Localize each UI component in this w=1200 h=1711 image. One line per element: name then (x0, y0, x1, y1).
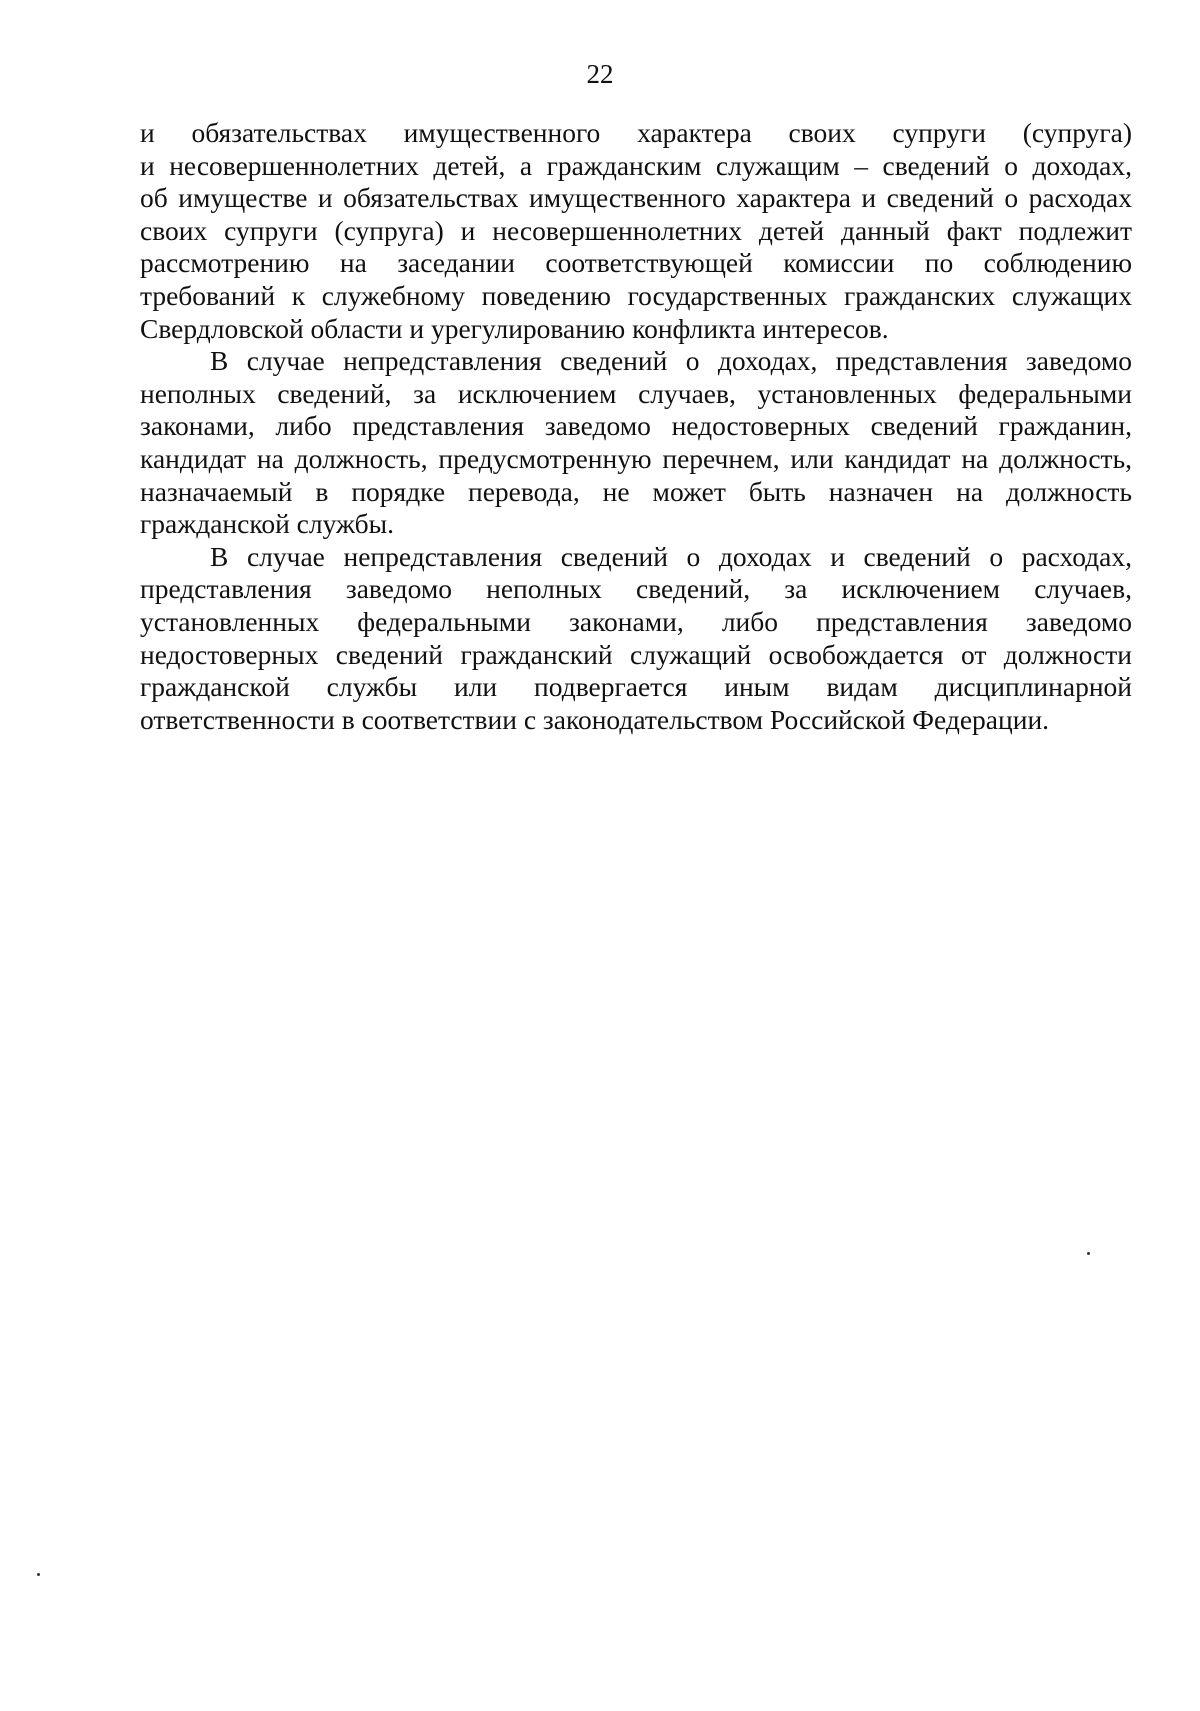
text-line: законами, либо представления заведомо недостоверных сведений гражданин, (140, 410, 1132, 442)
text-line: требований к служебному поведению государственных гражданских служащих (140, 279, 1132, 311)
text-line: недостоверных сведений гражданский служащий освобождается от должности (140, 638, 1132, 670)
text-line: и обязательствах имущественного характера своих супруги (супруга) (140, 117, 1132, 148)
text-line: неполных сведений, за исключением случаев, установленных федеральными (140, 377, 1132, 409)
text-line: В случае непредставления сведений о доходах, представления заведомо (210, 345, 1132, 377)
document-body (140, 117, 1132, 736)
text-line: В случае непредставления сведений о доходах и сведений о расходах, (210, 540, 1132, 572)
text-line: и несовершеннолетних детей, а гражданским служащим – сведений о доходах, (140, 149, 1132, 181)
text-line: ответственности в соответствии с законодательством Российской Федерации. (140, 703, 1050, 735)
text-line: своих супруги (супруга) и несовершеннолетних детей данный факт подлежит (140, 214, 1132, 246)
text-line: рассмотрению на заседании соответствующей комиссии по соблюдению (140, 247, 1132, 279)
paragraph-3 (140, 541, 1132, 737)
page-number: 22 (586, 59, 614, 89)
paragraph-1 (140, 117, 1132, 345)
scan-speck (1087, 1252, 1090, 1255)
text-line: установленных федеральными законами, либо представления заведомо (140, 605, 1132, 637)
scan-speck (37, 1573, 40, 1576)
text-line: об имуществе и обязательствах имущественного характера и сведений о расходах (140, 182, 1132, 214)
text-line: представления заведомо неполных сведений, за исключением случаев, (140, 573, 1132, 605)
text-line: гражданской службы. (140, 508, 394, 540)
text-line: гражданской службы или подвергается иным видам дисциплинарной (140, 671, 1132, 703)
text-line: назначаемый в порядке перевода, не может быть назначен на должность (140, 475, 1132, 507)
paragraph-2 (140, 345, 1132, 541)
text-line: Свердловской области и урегулированию конфликта интересов. (140, 312, 889, 344)
text-line: кандидат на должность, предусмотренную перечнем, или кандидат на должность, (140, 442, 1132, 474)
